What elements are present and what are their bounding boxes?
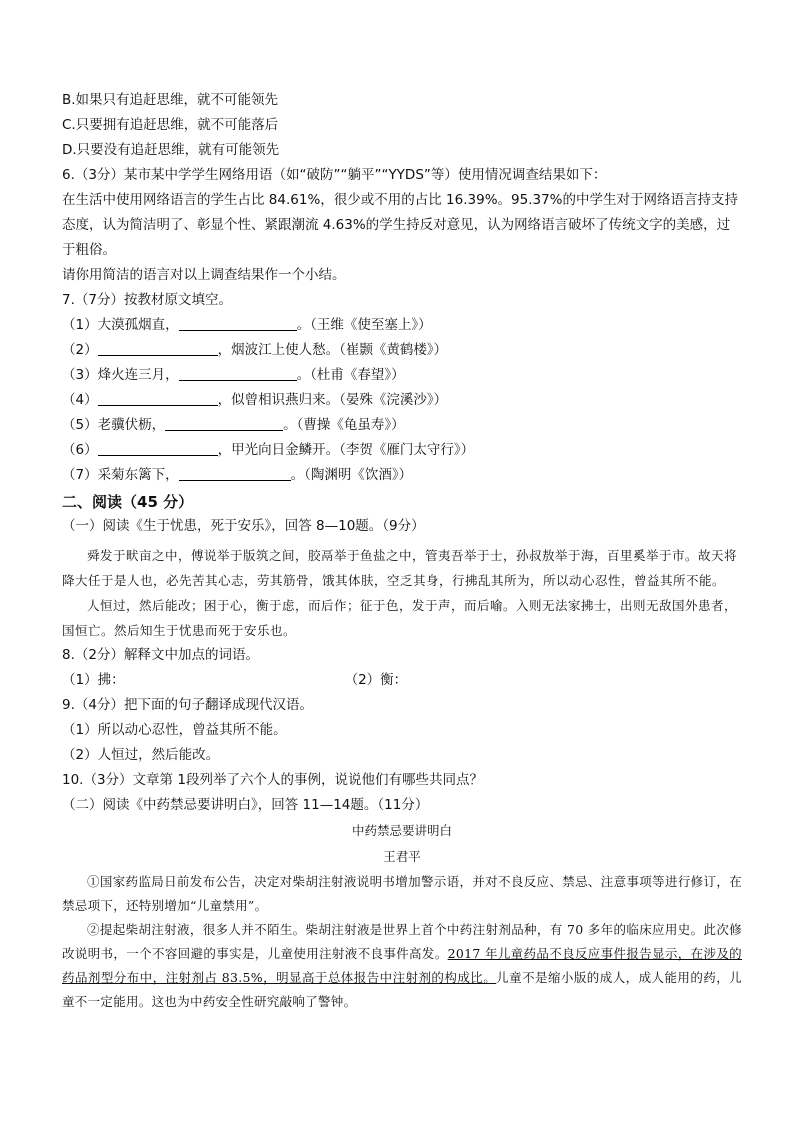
- part2-intro: （二）阅读《中药禁忌要讲明白》，回答 11—14题。（11分）: [62, 797, 429, 813]
- q7-item: （3）烽火连三月， 。（杜甫《春望》）: [62, 367, 405, 383]
- q6-stem: 6.（3分）某市某中学学生网络用语（如“破防”“躺平”“YYDS”等）使用情况调查结果如下：: [62, 167, 607, 183]
- q8-item-1: （1）拂：: [62, 672, 125, 688]
- classic-paragraph-1: 舜发于畎亩之中，傅说举于版筑之间，胶鬲举于鱼盐之中，管夷吾举于士，孙叔敖举于海，百里奚举于市。故天将降大任于是人也，必先苦其心志，劳其筋骨，饿其体肤，空乏其身，行拂乱其所为，所以动心忍性，曾益其所不能。: [62, 548, 738, 588]
- q10-stem: 10.（3分）文章第 1段列举了六个人的事例，说说他们有哪些共同点？: [62, 772, 483, 788]
- classic-paragraph-2: 人恒过，然后能改；困于心，衡于虑，而后作；征于色，发于声，而后喻。入则无法家拂士，出则无敌国外患者，国恒亡。然后知生于忧患而死于安乐也。: [62, 598, 738, 638]
- q7-item: （7）采菊东篱下， 。（陶渊明《饮酒》）: [62, 467, 413, 483]
- option-b: B.如果只有追赶思维，就不可能领先: [62, 92, 279, 108]
- q7-item: （5）老骥伏枥， 。（曹操《龟虽寿》）: [62, 417, 405, 433]
- part1-intro: （一）阅读《生于忧患，死于安乐》，回答 8—10题。（9分）: [62, 518, 425, 534]
- answer-blank[interactable]: [98, 441, 218, 456]
- q6-body: 在生活中使用网络语言的学生占比 84.61%，很少或不用的占比 16.39%。95.37%的中学生对于网络语言持支持态度，认为简洁明了、彰显个性、紧跟潮流 4.63%的学生持反对意见，认为网络语言破坏了传统文字的美感，过于粗俗。: [62, 192, 739, 258]
- answer-blank[interactable]: [98, 391, 218, 406]
- q7-stem: 7.（7分）按教材原文填空。: [62, 292, 232, 308]
- answer-blank[interactable]: [165, 416, 283, 431]
- q9-item-1: （1）所以动心忍性，曾益其所不能。: [62, 722, 287, 738]
- article-title: 中药禁忌要讲明白: [351, 823, 452, 838]
- answer-blank[interactable]: [179, 366, 297, 381]
- q9-item-2: （2）人恒过，然后能改。: [62, 747, 220, 763]
- answer-blank[interactable]: [98, 341, 218, 356]
- q7-item: （1）大漠孤烟直， 。（王维《使至塞上》）: [62, 317, 432, 333]
- option-c: C.只要拥有追赶思维，就不可能落后: [62, 117, 279, 133]
- answer-blank[interactable]: [179, 466, 291, 481]
- q6-ask: 请你用简洁的语言对以上调查结果作一个小结。: [62, 267, 346, 283]
- exam-page: [62, 88, 742, 1014]
- q7-item: （6） ，甲光向日金鳞开。（李贺《雁门太守行》）: [62, 442, 475, 458]
- q9-stem: 9.（4分）把下面的句子翻译成现代汉语。: [62, 697, 313, 713]
- q7-item: （4） ，似曾相识燕归来。（晏殊《浣溪沙》）: [62, 392, 448, 408]
- answer-blank[interactable]: [179, 316, 297, 331]
- q8-item-2: （2）衡：: [344, 672, 408, 688]
- article-paragraph-2: ②提起柴胡注射液，很多人并不陌生。柴胡注射液是世界上首个中药注射剂品种，有 70 多年的临床应用史。此次修改说明书，一个不容回避的事实是，儿童使用注射液不良事件高发。2017 年儿童药品不良反应事件报告显示，在涉及的药品剂型分布中，注射剂占 83.5%，明显高于总体报告中注射剂的构成比。儿童不是缩小版的成人，成人能用的药，儿童不一定能用。这也为中药安全性研究敲响了警钟。: [62, 922, 743, 1009]
- article-author: 王君平: [383, 849, 421, 864]
- underlined-sentence: 2017 年儿童药品不良反应事件报告显示，在涉及的药品剂型分布中，注射剂占 83.5%，明显高于总体报告中注射剂的构成比。: [62, 946, 742, 985]
- article-paragraph-1: ①国家药监局日前发布公告，决定对柴胡注射液说明书增加警示语，并对不良反应、禁忌、注意事项等进行修订，在禁忌项下，还特别增加“儿童禁用”。: [62, 874, 742, 913]
- q7-item: （2） ，烟波江上使人愁。（崔颢《黄鹤楼》）: [62, 342, 448, 358]
- section-title: 二、阅读（45 分）: [62, 493, 194, 511]
- q8-stem: 8.（2分）解释文中加点的词语。: [62, 647, 259, 663]
- option-d: D.只要没有追赶思维，就有可能领先: [62, 142, 280, 158]
- q8-items: [62, 668, 742, 693]
